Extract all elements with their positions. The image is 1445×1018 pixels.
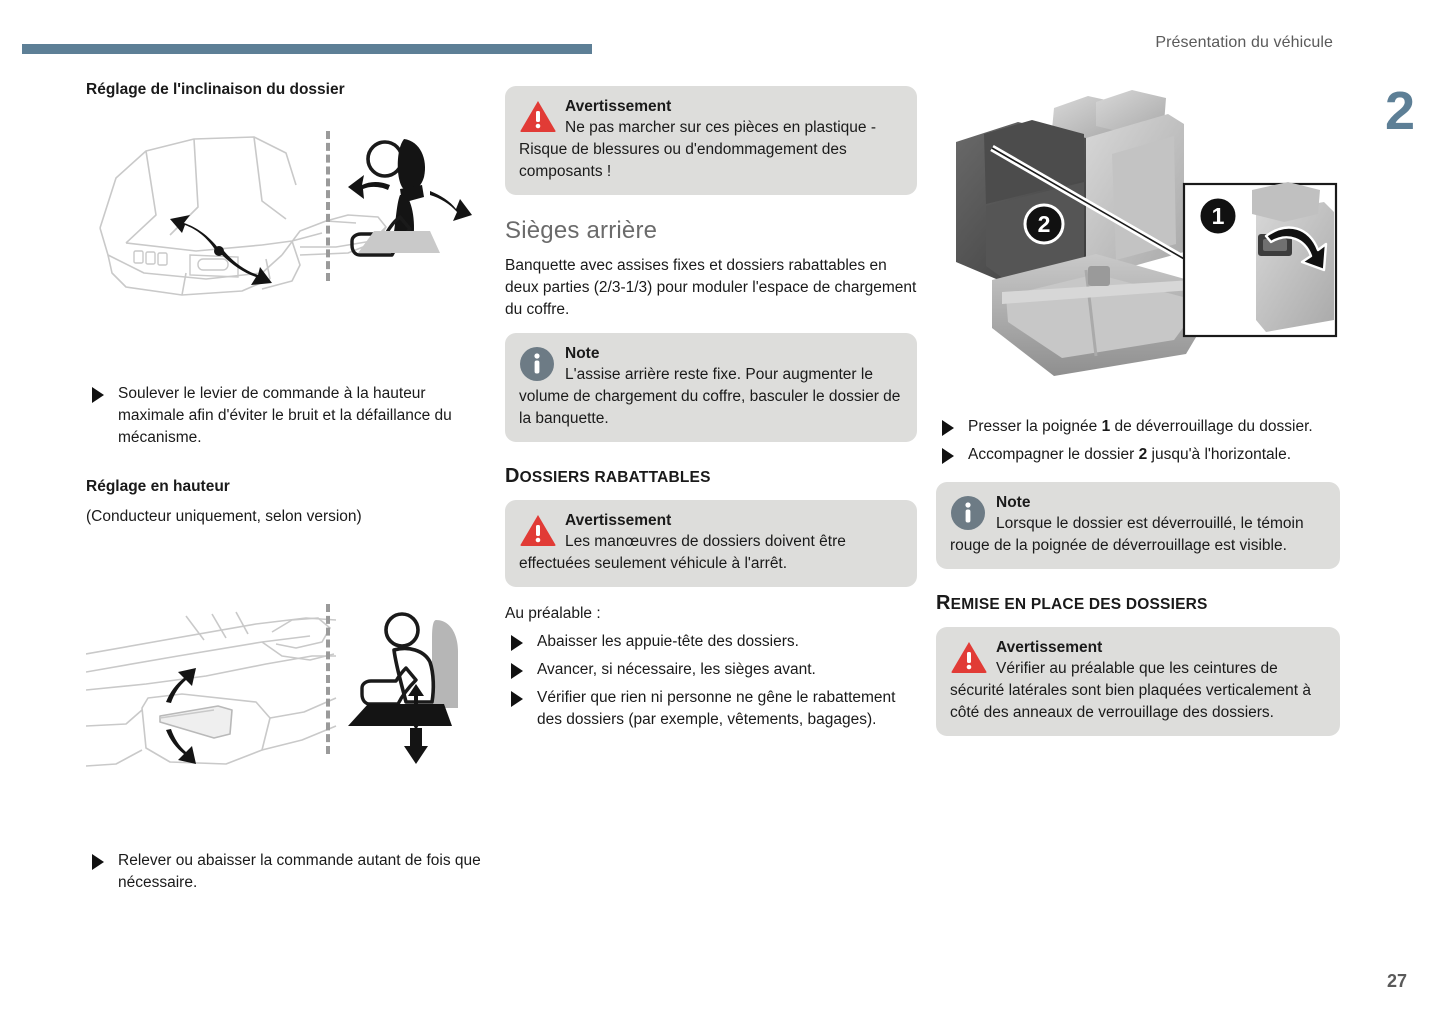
triangle-bullet-icon: [511, 691, 523, 707]
callout-text: Ne pas marcher sur ces pièces en plastique - Risque de blessures ou d'endommagement des composants !: [519, 119, 877, 181]
prerequisite-lead-in: Au préalable :: [505, 605, 601, 623]
callout-title: Avertissement: [565, 98, 672, 115]
info-circle-icon: [950, 495, 988, 529]
occupant-recline-pictogram: [344, 133, 484, 283]
list-item-text: Abaisser les appuie-tête des dossiers.: [537, 633, 799, 651]
list-item-text: Vérifier que rien ni personne ne gêne le rabattement des dossiers (par exemple, vêtements, bagages).: [537, 689, 896, 729]
subsection-title-refit-backrests: [936, 591, 1340, 615]
subsection-title-initial: R: [936, 592, 951, 615]
triangle-bullet-icon: [92, 387, 104, 403]
chapter-number: 2: [1384, 81, 1415, 141]
subsection-title-rest: EMISE EN PLACE DES DOSSIERS: [950, 596, 1208, 614]
triangle-bullet-icon: [511, 663, 523, 679]
heading-recline-adjustment: Réglage de l'inclinaison du dossier: [86, 81, 345, 98]
rear-seats-intro-text: Banquette avec assises fixes et dossiers rabattables en deux parties (2/3-1/3) pour moduler l'espace de chargement du coffre.: [505, 256, 917, 318]
list-item: [936, 416, 1340, 438]
warning-triangle-icon: [519, 513, 557, 547]
callout-marker-1: [1199, 197, 1237, 235]
list-item-text-pre: Presser la poignée: [968, 418, 1102, 435]
warning-triangle-icon: [950, 640, 988, 674]
height-adjustment-subnote: (Conducteur uniquement, selon version): [86, 507, 362, 525]
triangle-bullet-icon: [511, 635, 523, 651]
note-callout-fixed-seat-base: [505, 333, 917, 442]
callout-title: Note: [996, 494, 1031, 511]
svg-text:2: 2: [1037, 211, 1051, 237]
list-item-text: Relever ou abaisser la commande autant de fois que nécessaire.: [118, 851, 481, 891]
inset-detail-box: [1184, 182, 1336, 336]
warning-callout-plastic-parts: [505, 86, 917, 195]
list-item: [936, 444, 1340, 466]
list-item-text: Avancer, si nécessaire, les sièges avant.: [537, 661, 816, 679]
triangle-bullet-icon: [942, 448, 954, 464]
subsection-title-folding-backrests: [505, 464, 917, 488]
callout-text: Lorsque le dossier est déverrouillé, le témoin rouge de la poignée de déverrouillage est visible.: [950, 515, 1304, 555]
figure-divider-dashed-line: [326, 604, 330, 754]
left-column: [86, 80, 490, 900]
list-item-text-post: de déverrouillage du dossier.: [1110, 418, 1313, 435]
callout-title: Avertissement: [565, 511, 672, 529]
rear-bench-seat-svg: [936, 84, 1340, 404]
list-item: [86, 383, 490, 449]
list-item: [505, 687, 917, 731]
svg-text:1: 1: [1211, 203, 1225, 229]
right-column: [936, 84, 1340, 750]
heading-height-adjustment: Réglage en hauteur: [86, 477, 230, 495]
callout-title: Avertissement: [996, 639, 1103, 657]
note-callout-red-indicator: [936, 482, 1340, 569]
list-item-text: Soulever le levier de commande à la hauteur maximale afin d'éviter le bruit et la défaillance du mécanisme.: [118, 384, 452, 446]
callout-title: Note: [565, 344, 600, 362]
warning-triangle-icon: [519, 99, 557, 133]
list-item: [86, 850, 490, 894]
triangle-bullet-icon: [92, 854, 104, 870]
page-number: 27: [1386, 971, 1407, 991]
middle-column: [505, 86, 917, 737]
figure-divider-dashed-line: [326, 131, 330, 281]
list-item-text-post: jusqu'à l'horizontale.: [1147, 446, 1292, 463]
page-header-title: Présentation du véhicule: [1155, 34, 1333, 51]
header-accent-rule: [22, 44, 592, 54]
occupant-height-pictogram: [344, 604, 484, 769]
callout-reference-number: 2: [1138, 446, 1148, 463]
list-item: [505, 659, 917, 681]
prerequisite-list: [505, 631, 917, 731]
callout-marker-2: [1025, 205, 1063, 243]
callout-reference-number: 1: [1101, 418, 1111, 435]
warning-callout-vehicle-stopped: [505, 500, 917, 587]
list-item-text-pre: Accompagner le dossier: [968, 446, 1139, 463]
subsection-title-rest: OSSIERS RABATTABLES: [519, 468, 711, 486]
callout-text: Vérifier au préalable que les ceintures de sécurité latérales sont bien plaquées verticalement à côté des anneaux de verrouillage des dossiers.: [950, 660, 1312, 722]
callout-text: Les manœuvres de dossiers doivent être effectuées seulement véhicule à l'arrêt.: [519, 533, 846, 573]
triangle-bullet-icon: [942, 420, 954, 436]
recline-instruction-list: [86, 383, 490, 449]
subsection-title-initial: D: [505, 464, 520, 487]
section-title-rear-seats: Sièges arrière: [505, 217, 658, 245]
info-circle-icon: [519, 346, 557, 380]
seat-height-illustration: [86, 598, 490, 798]
warning-callout-seat-belts: [936, 627, 1340, 736]
callout-text: L'assise arrière reste fixe. Pour augmenter le volume de chargement du coffre, basculer le dossier de la banquette.: [519, 365, 901, 427]
height-instruction-list: [86, 850, 490, 894]
rear-backrest-instruction-list: [936, 416, 1340, 466]
seat-recline-illustration: [86, 123, 490, 353]
rear-bench-seat-photo: [936, 84, 1340, 404]
list-item: [505, 631, 917, 653]
